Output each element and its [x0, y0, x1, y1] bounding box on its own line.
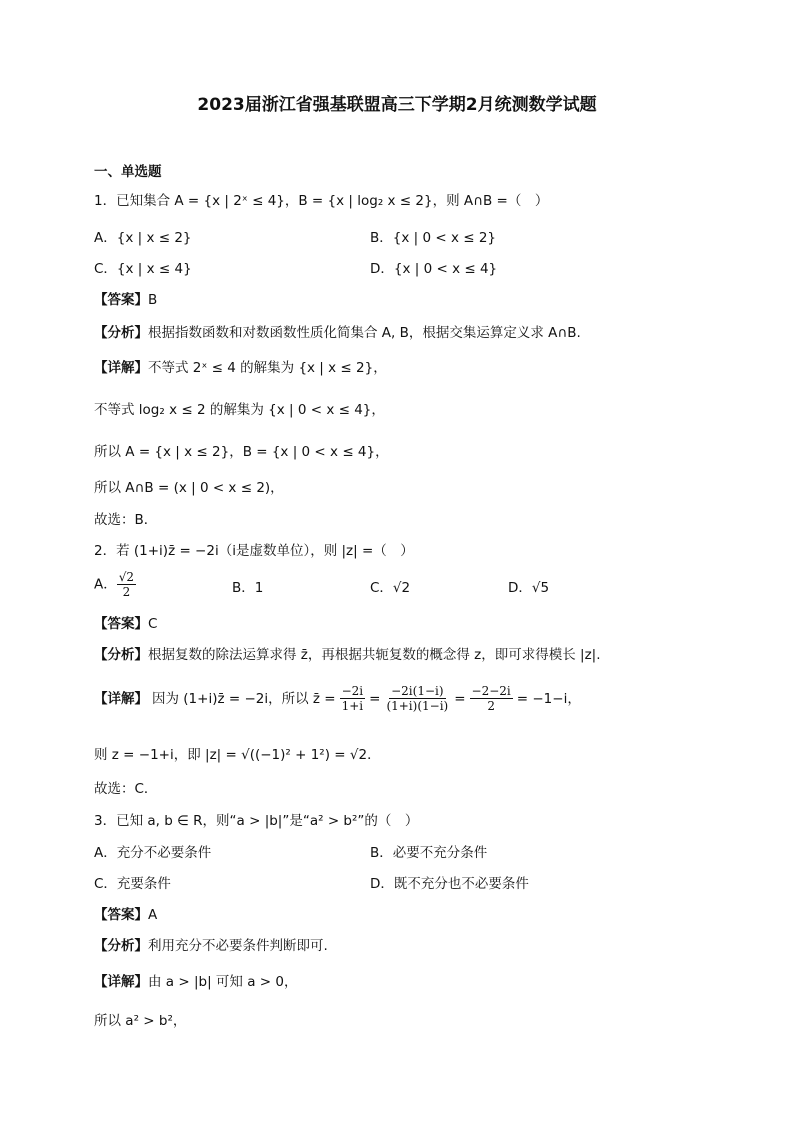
- detail-text: 不等式 2ˣ ≤ 4 的解集为 {x | x ≤ 2}，: [148, 360, 387, 376]
- page-title: 2023届浙江省强基联盟高三下学期2月统测数学试题: [197, 95, 597, 115]
- q2-conclusion: 故选：C．: [94, 781, 158, 797]
- q2-detail: 【详解】 因为 (1+i)z̄ = −2i，所以 z̄ = $\frac{-2i}{1+i}$ = $\frac{-2i(1-i)}{(1+i)(1-i)}$ = $\frac{-2-2i}{2}$ = −1−i，: [94, 684, 581, 713]
- detail-tag: 【详解】: [94, 974, 148, 990]
- analysis-text: 根据指数函数和对数函数性质化简集合 A, B，根据交集运算定义求 A∩B.: [148, 325, 581, 341]
- detail-text: 由 a > |b| 可知 a > 0，: [148, 974, 298, 990]
- analysis-tag: 【分析】: [94, 325, 148, 341]
- fraction-numerator: −2i(1−i): [391, 684, 444, 698]
- q2-option-d: D．√5: [508, 580, 550, 596]
- q2-option-a-fraction: [117, 570, 136, 599]
- answer-value: A: [148, 907, 158, 923]
- q2-option-c: C．√2: [370, 580, 411, 596]
- analysis-tag: 【分析】: [94, 647, 148, 663]
- fraction-denominator: (1+i)(1−i): [386, 699, 449, 713]
- fraction-2: [384, 684, 450, 713]
- answer-tag: 【答案】: [94, 616, 148, 632]
- q1-detail: [94, 359, 387, 377]
- detail-text-end: = −1−i，: [516, 690, 581, 707]
- q2-stem: 2．若 (1+i)z̄ = −2i（i是虚数单位），则 |z| =（ ）: [94, 543, 414, 559]
- q3-option-a: A．充分不必要条件: [94, 845, 212, 861]
- q1-analysis: [94, 324, 581, 342]
- q1-answer: [94, 291, 157, 309]
- q1-conclusion: 故选：B．: [94, 512, 158, 528]
- q1-option-a: A．{x | x ≤ 2}: [94, 230, 192, 246]
- q1-option-d: D．{x | 0 < x ≤ 4}: [370, 261, 498, 277]
- analysis-tag: 【分析】: [94, 938, 148, 954]
- analysis-text: 根据复数的除法运算求得 z̄，再根据共轭复数的概念得 z，即可求得模长 |z|.: [148, 647, 601, 663]
- q3-option-d: D．既不充分也不必要条件: [370, 876, 529, 892]
- q1-option-b: B．{x | 0 < x ≤ 2}: [370, 230, 497, 246]
- fraction-denominator: 2: [487, 699, 495, 713]
- q1-detail-line-3: 所以 A∩B = (x | 0 < x ≤ 2)，: [94, 480, 284, 496]
- fraction-denominator: 1+i: [341, 699, 364, 713]
- q3-option-c: C．充要条件: [94, 876, 171, 892]
- q2-option-b: B．1: [232, 580, 264, 596]
- q2-analysis: [94, 646, 601, 664]
- q2-detail-line-2: 则 z = −1+i，即 |z| = √((−1)² + 1²) = √2．: [94, 747, 381, 763]
- fraction-numerator: −2i: [341, 684, 364, 698]
- section-heading: 一、单选题: [94, 164, 162, 180]
- answer-tag: 【答案】: [94, 292, 148, 308]
- q1-stem: 1．已知集合 A = {x | 2ˣ ≤ 4}，B = {x | log₂ x ≤ 2}，则 A∩B =（ ）: [94, 193, 549, 209]
- detail-tag: 【详解】: [94, 360, 148, 376]
- detail-tag: 【详解】: [94, 690, 148, 707]
- analysis-text: 利用充分不必要条件判断即可.: [148, 938, 328, 954]
- q3-option-b: B．必要不充分条件: [370, 845, 488, 861]
- answer-value: B: [148, 292, 158, 308]
- q2-option-a-label: A．: [94, 576, 117, 593]
- answer-tag: 【答案】: [94, 907, 148, 923]
- detail-text: 因为 (1+i)z̄ = −2i，所以 z̄ =: [152, 690, 336, 707]
- q2-option-a: [94, 570, 136, 599]
- fraction-numerator: −2−2i: [471, 684, 511, 698]
- fraction-1: [340, 684, 366, 713]
- q3-analysis: [94, 937, 328, 955]
- q1-option-c: C．{x | x ≤ 4}: [94, 261, 192, 277]
- q3-stem: 3．已知 a, b ∈ R，则“a > |b|”是“a² > b²”的（ ）: [94, 813, 419, 829]
- fraction-denominator: 2: [122, 585, 131, 599]
- q3-answer: [94, 906, 157, 924]
- q1-detail-line-2: 所以 A = {x | x ≤ 2}，B = {x | 0 < x ≤ 4}，: [94, 444, 389, 460]
- q2-answer: [94, 615, 157, 633]
- answer-value: C: [148, 616, 158, 632]
- fraction-numerator: √2: [118, 570, 135, 584]
- q1-detail-line-1: 不等式 log₂ x ≤ 2 的解集为 {x | 0 < x ≤ 4}，: [94, 402, 385, 418]
- q3-detail: [94, 973, 297, 991]
- fraction-3: [470, 684, 513, 713]
- q3-detail-line-2: 所以 a² > b²，: [94, 1013, 187, 1029]
